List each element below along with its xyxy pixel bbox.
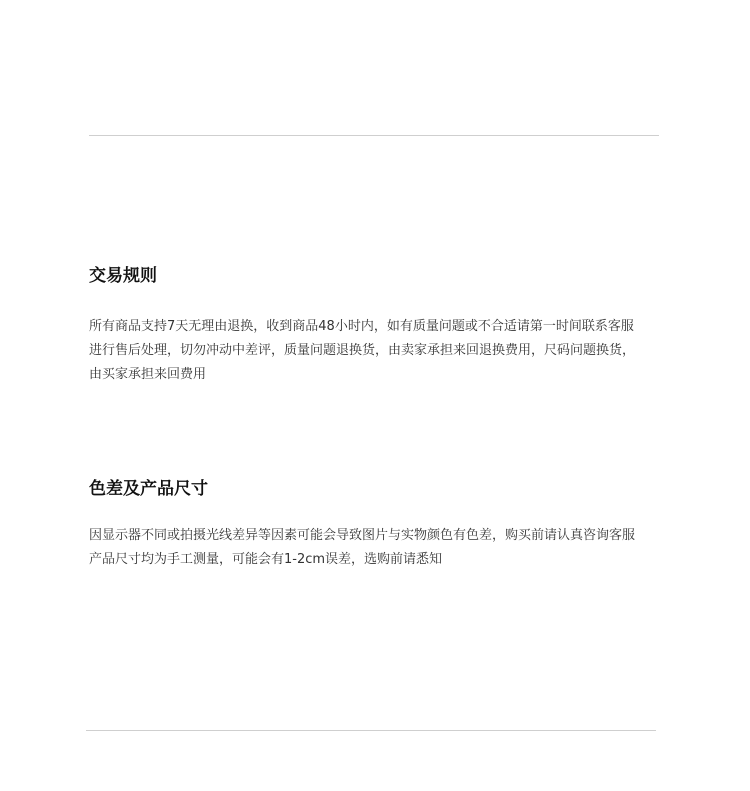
trade-rules-line: 进行售后处理，切勿冲动中差评，质量问题退换货，由卖家承担来回退换费用，尺码问题换货， (89, 343, 636, 358)
trade-rules-text (89, 315, 664, 387)
color-size-line: 因显示器不同或拍摄光线差异等因素可能会导致图片与实物颜色有色差，购买前请认真咨询客服 (89, 528, 636, 543)
trade-rules-section (89, 264, 664, 387)
top-divider (89, 135, 659, 136)
trade-rules-heading: 交易规则 (89, 266, 157, 286)
trade-rules-line: 由买家承担来回费用 (89, 367, 207, 382)
color-size-text (89, 524, 664, 572)
color-size-heading: 色差及产品尺寸 (89, 479, 208, 499)
bottom-divider (86, 730, 656, 731)
trade-rules-line: 所有商品支持7天无理由退换，收到商品48小时内，如有质量问题或不合适请第一时间联系客服 (89, 319, 634, 334)
color-size-line: 产品尺寸均为手工测量，可能会有1-2cm误差，选购前请悉知 (89, 552, 443, 567)
color-size-section (89, 477, 664, 572)
